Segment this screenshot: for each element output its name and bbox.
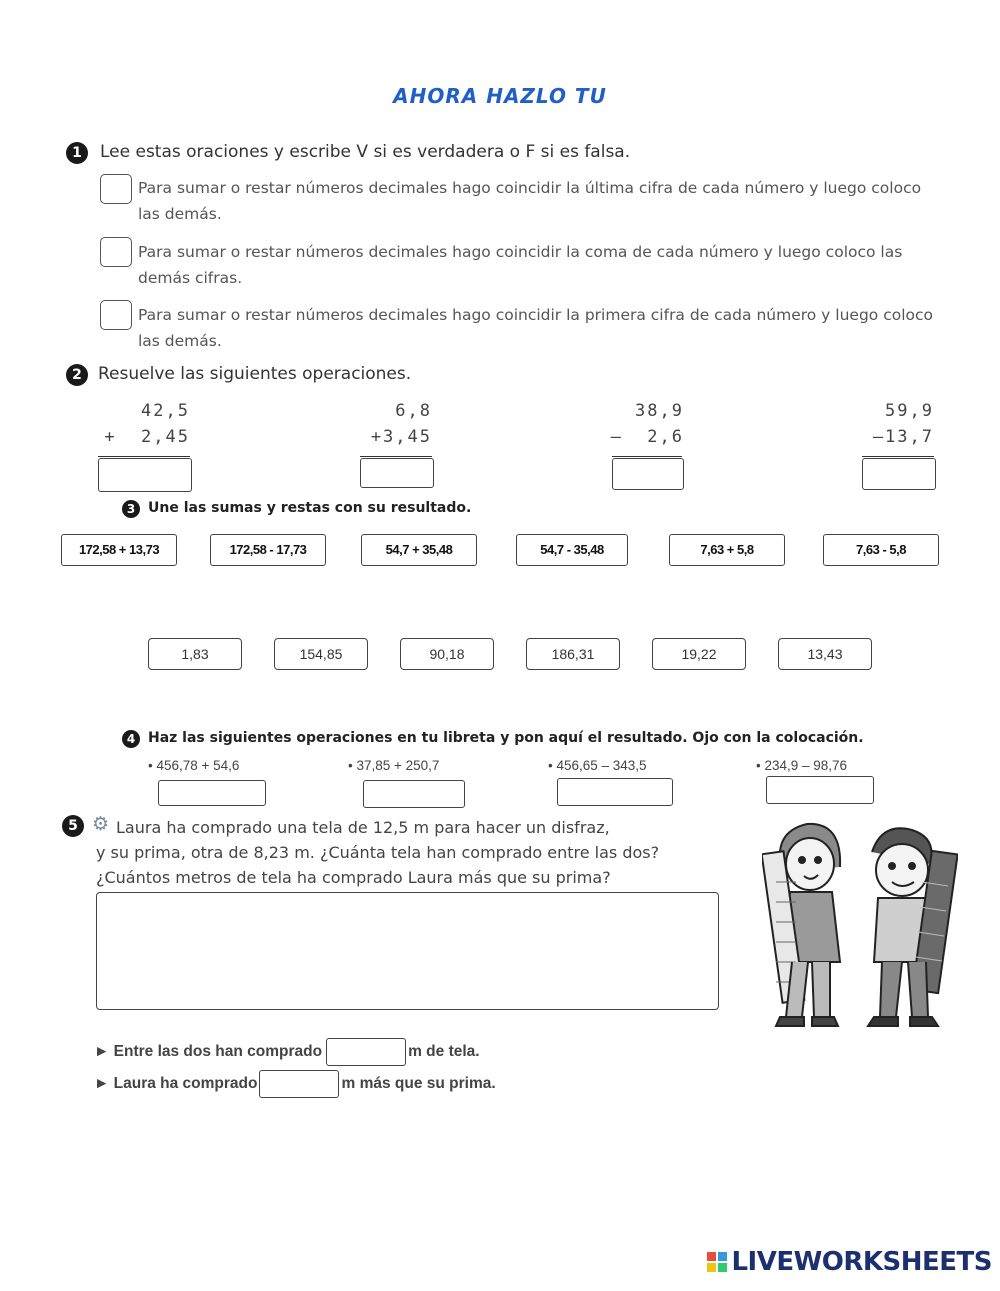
true-false-input[interactable] [100,237,132,267]
working-area-input[interactable] [96,892,719,1010]
answer-input[interactable] [158,780,266,806]
kids-illustration [762,812,958,1052]
operation-top: 42,5 [141,401,190,421]
answer-2-suffix: m más que su prima. [341,1075,496,1092]
exercise-number-badge: 2 [66,364,88,386]
answer-line-1 [94,1038,480,1066]
exercise-2-heading: Resuelve las siguientes operaciones. [98,364,412,384]
operation-bottom: –13,7 [872,427,934,447]
result-box[interactable]: 186,31 [526,638,620,670]
expression-box[interactable]: 172,58 - 17,73 [210,534,326,566]
answer-line-2 [94,1070,496,1098]
operation-text: • 234,9 – 98,76 [756,758,848,773]
result-box[interactable]: 1,83 [148,638,242,670]
operation-top: 38,9 [635,401,684,421]
operation-text: • 37,85 + 250,7 [348,758,440,773]
problem-line: ¿Cuántos metros de tela ha comprado Laura más que su prima? [96,868,611,887]
problem-line: Laura ha comprado una tela de 12,5 m para hacer un disfraz, [116,818,610,837]
exercise-number-badge: 4 [122,730,140,748]
gear-icon: ⚙ [92,813,110,835]
answer-input[interactable] [98,458,192,492]
result-box[interactable]: 19,22 [652,638,746,670]
answer-input[interactable] [360,458,434,488]
exercise-1-heading: Lee estas oraciones y escribe V si es verdadera o F si es falsa. [100,142,631,162]
answer-input[interactable] [612,458,684,490]
exercise-number-badge: 1 [66,142,88,164]
operation-bottom: +3,45 [370,427,432,447]
answer-1-suffix: m de tela. [408,1043,480,1060]
answer-1-prefix: ► Entre las dos han comprado [94,1043,323,1060]
operation-line [360,456,432,457]
answer-input[interactable] [766,776,874,804]
exercise-number-badge: 3 [122,500,140,518]
operation-line [612,456,682,457]
operation-line [862,456,934,457]
operation-text: • 456,78 + 54,6 [148,758,240,773]
answer-input[interactable] [363,780,465,808]
operation-top: 6,8 [395,401,432,421]
difference-fabric-input[interactable] [259,1070,339,1098]
exercise-number-badge: 5 [62,815,84,837]
expression-box[interactable]: 54,7 + 35,48 [361,534,477,566]
statement-text: Para sumar o restar números decimales hago coincidir la última cifra de cada número y luego coloco las demás. [138,179,922,223]
answer-2-prefix: ► Laura ha comprado [94,1075,258,1092]
true-false-input[interactable] [100,174,132,204]
answer-input[interactable] [862,458,936,490]
expression-box[interactable]: 7,63 + 5,8 [669,534,785,566]
operation-bottom: – 2,6 [610,427,684,447]
logo-blocks-icon [707,1252,727,1272]
answer-input[interactable] [557,778,673,806]
exercise-4-heading: Haz las siguientes operaciones en tu libreta y pon aquí el resultado. Ojo con la colocación. [148,730,864,746]
logo-text: LIVEWORKSHEETS [731,1247,992,1277]
problem-line: y su prima, otra de 8,23 m. ¿Cuánta tela han comprado entre las dos? [96,843,660,862]
operation-line [98,456,190,457]
expression-box[interactable]: 54,7 - 35,48 [516,534,628,566]
result-box[interactable]: 13,43 [778,638,872,670]
result-box[interactable]: 154,85 [274,638,368,670]
page-title: AHORA HAZLO TU [393,84,607,108]
total-fabric-input[interactable] [326,1038,406,1066]
operation-top: 59,9 [885,401,934,421]
exercise-3-heading: Une las sumas y restas con su resultado. [148,500,472,516]
statement-text: Para sumar o restar números decimales hago coincidir la primera cifra de cada número y luego coloco las demás. [138,306,933,350]
expression-box[interactable]: 7,63 - 5,8 [823,534,939,566]
expression-box[interactable]: 172,58 + 13,73 [61,534,177,566]
operation-text: • 456,65 – 343,5 [548,758,647,773]
true-false-input[interactable] [100,300,132,330]
result-box[interactable]: 90,18 [400,638,494,670]
operation-bottom: + 2,45 [104,427,190,447]
liveworksheets-logo [707,1247,992,1277]
statement-text: Para sumar o restar números decimales hago coincidir la coma de cada número y luego coloco las demás cifras. [138,243,903,287]
